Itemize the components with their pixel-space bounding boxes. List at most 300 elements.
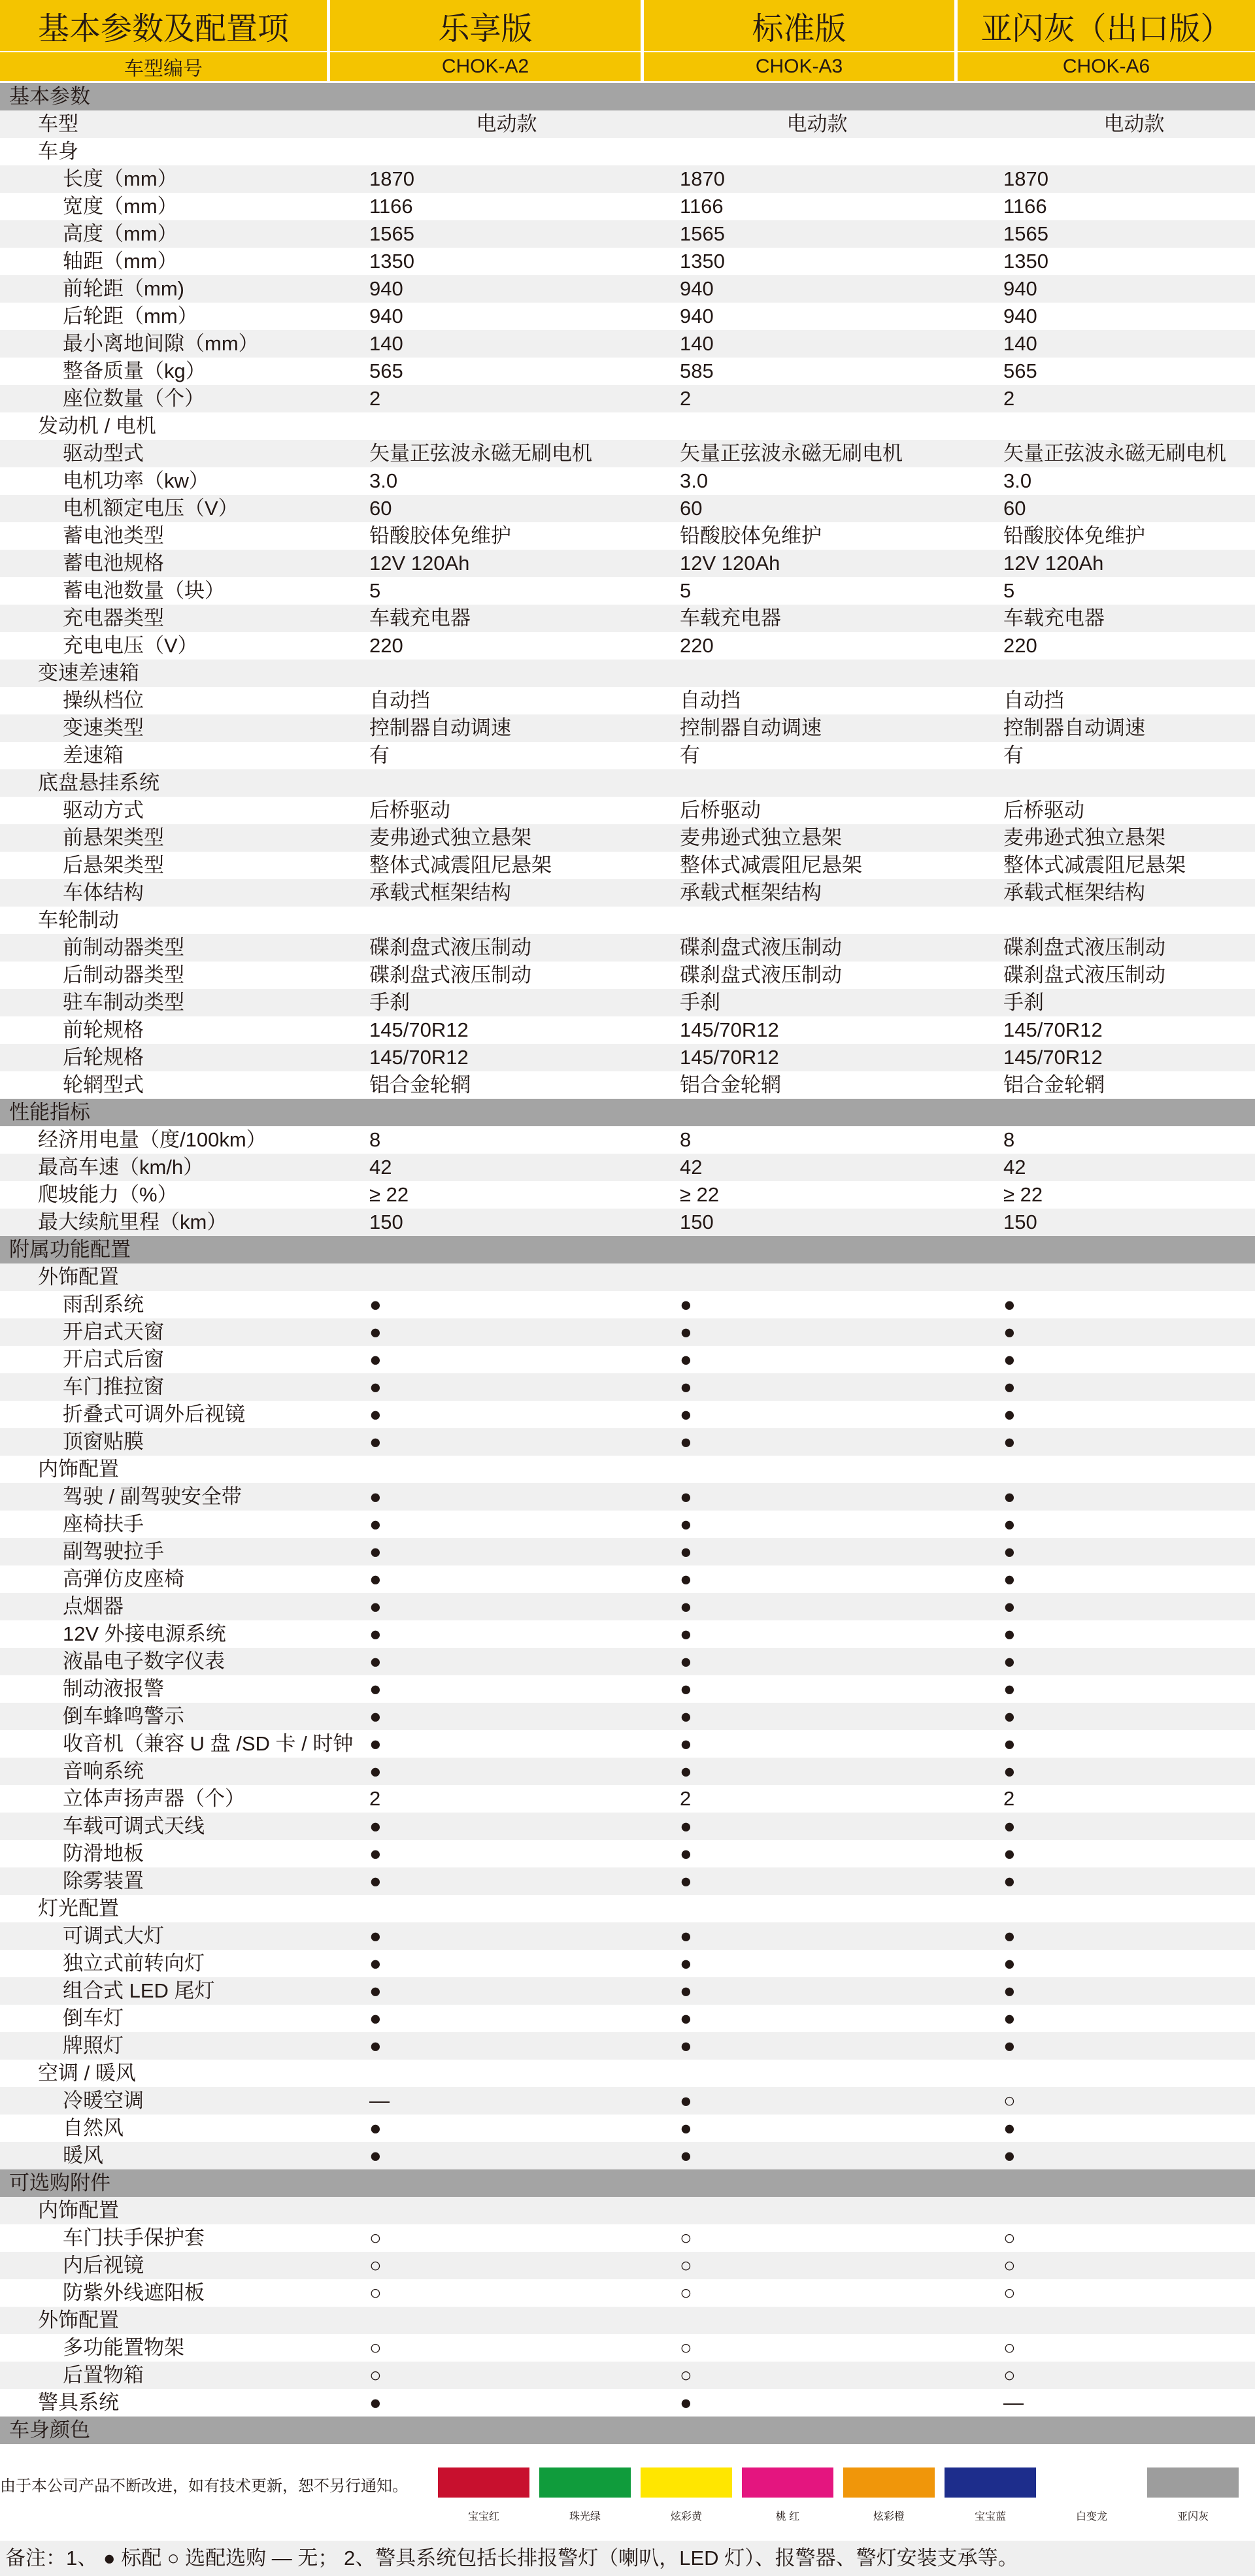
category-row xyxy=(0,110,1255,138)
model-code-row xyxy=(0,52,1255,81)
spec-label: 牌照灯 xyxy=(63,2034,124,2057)
spec-value-model-2: 控制器自动调速 xyxy=(680,716,822,739)
spec-label: 长度（mm） xyxy=(63,167,178,190)
category-row xyxy=(0,1154,1255,1181)
spec-value-model-2: 940 xyxy=(680,277,714,300)
spec-row xyxy=(0,1648,1255,1675)
spec-value-model-3: ● xyxy=(1003,1622,1016,1645)
color-swatch xyxy=(1147,2467,1239,2498)
spec-value-model-1: ○ xyxy=(369,2364,382,2386)
spec-row xyxy=(0,275,1255,303)
spec-label: 整备质量（kg） xyxy=(63,360,206,382)
spec-value-model-1: 矢量正弦波永磁无刷电机 xyxy=(369,442,592,465)
spec-value-model-2: ● xyxy=(680,2391,692,2414)
spec-label: 爬坡能力（%） xyxy=(38,1183,178,1206)
spec-label: 宽度（mm） xyxy=(63,195,178,218)
spec-row xyxy=(0,440,1255,467)
spec-label: 折叠式可调外后视镜 xyxy=(63,1403,245,1426)
spec-value-model-2: ● xyxy=(680,1403,692,1426)
spec-label: 雨刮系统 xyxy=(63,1293,144,1316)
spec-value-model-2: 150 xyxy=(680,1211,714,1233)
spec-value-model-1: ● xyxy=(369,1485,382,1508)
spec-row xyxy=(0,303,1255,330)
spec-value-model-1: ● xyxy=(369,1348,382,1371)
spec-label: 最大续航里程（km） xyxy=(38,1211,227,1233)
spec-value-model-1: 2 xyxy=(369,1787,381,1810)
spec-row xyxy=(0,632,1255,660)
spec-value-model-1: 12V 120Ah xyxy=(369,552,470,575)
spec-value-model-1: ● xyxy=(369,1760,382,1782)
spec-value-model-3: 12V 120Ah xyxy=(1003,552,1104,575)
spec-value-model-1: 145/70R12 xyxy=(369,1018,469,1041)
spec-label: 车型 xyxy=(38,112,78,135)
spec-label: 充电器类型 xyxy=(63,607,164,629)
spec-value-model-2: 5 xyxy=(680,579,692,602)
spec-value-model-2: ● xyxy=(680,1485,692,1508)
spec-value-model-1: 铝合金轮辋 xyxy=(369,1073,471,1096)
spec-row xyxy=(0,934,1255,962)
spec-row xyxy=(0,1565,1255,1593)
spec-value-model-3: ≥ 22 xyxy=(1003,1183,1043,1206)
category-row xyxy=(0,2389,1255,2417)
spec-value-model-1: ● xyxy=(369,1952,382,1975)
color-swatch-label: 宝宝红 xyxy=(467,2511,499,2522)
spec-value-model-3: ● xyxy=(1003,1924,1016,1947)
spec-value-model-3: ● xyxy=(1003,2116,1016,2139)
category-row xyxy=(0,769,1255,797)
spec-value-model-1: ● xyxy=(369,1650,382,1673)
model-code-2: CHOK-A3 xyxy=(755,56,843,77)
spec-label: 操纵档位 xyxy=(63,689,144,712)
spec-label: 12V 外接电源系统 xyxy=(63,1622,226,1645)
spec-label: 独立式前转向灯 xyxy=(63,1952,205,1975)
spec-value-model-1: ○ xyxy=(369,2336,382,2359)
spec-value-model-3: ● xyxy=(1003,1430,1016,1453)
spec-value-model-2: ● xyxy=(680,1293,692,1316)
spec-label: 驱动型式 xyxy=(63,442,144,465)
spec-value-model-1: 电动款 xyxy=(476,112,537,135)
spec-value-model-2: ● xyxy=(680,1815,692,1837)
model-code-1: CHOK-A2 xyxy=(441,56,529,77)
spec-value-model-2: 145/70R12 xyxy=(680,1018,779,1041)
spec-value-model-2: 矢量正弦波永磁无刷电机 xyxy=(680,442,903,465)
spec-label: 座椅扶手 xyxy=(63,1513,144,1535)
spec-value-model-1: 220 xyxy=(369,634,403,657)
spec-value-model-1: 手刹 xyxy=(369,991,410,1014)
color-swatch xyxy=(843,2467,935,2498)
color-swatch xyxy=(945,2467,1036,2498)
spec-label: 点烟器 xyxy=(63,1595,124,1618)
spec-row xyxy=(0,1511,1255,1538)
spec-value-model-3: 车载充电器 xyxy=(1003,607,1105,629)
spec-value-model-2: 145/70R12 xyxy=(680,1046,779,1069)
spec-value-model-3: 2 xyxy=(1003,1787,1015,1810)
spec-value-model-1: ○ xyxy=(369,2226,382,2249)
spec-value-model-2: ● xyxy=(680,1430,692,1453)
spec-label: 开启式天窗 xyxy=(63,1320,164,1343)
spec-label: 后轮距（mm） xyxy=(63,305,198,327)
spec-label: 最小离地间隙（mm） xyxy=(63,332,259,355)
color-swatch xyxy=(539,2467,631,2498)
spec-label: 顶窗贴膜 xyxy=(63,1430,144,1453)
color-swatch-label: 炫彩橙 xyxy=(873,2511,905,2522)
category-row xyxy=(0,1263,1255,1291)
model-name-1: 乐享版 xyxy=(438,11,533,46)
spec-value-model-3: ● xyxy=(1003,1320,1016,1343)
spec-value-model-2: ○ xyxy=(680,2336,692,2359)
spec-value-model-2: 整体式减震阻尼悬架 xyxy=(680,854,862,877)
spec-value-model-2: 铅酸胶体免维护 xyxy=(680,524,822,547)
spec-row xyxy=(0,1401,1255,1428)
spec-value-model-1: ≥ 22 xyxy=(369,1183,409,1206)
spec-value-model-3: 1350 xyxy=(1003,250,1048,273)
spec-value-model-1: 2 xyxy=(369,387,381,410)
spec-value-model-2: 2 xyxy=(680,387,692,410)
spec-value-model-1: ○ xyxy=(369,2254,382,2277)
spec-value-model-2: 自动挡 xyxy=(680,689,741,712)
spec-value-model-3: 140 xyxy=(1003,332,1037,355)
section-title: 附属功能配置 xyxy=(9,1238,131,1261)
spec-value-model-2: 后桥驱动 xyxy=(680,799,761,822)
spec-value-model-1: ● xyxy=(369,1403,382,1426)
spec-value-model-3: ● xyxy=(1003,1705,1016,1728)
spec-value-model-2: ○ xyxy=(680,2226,692,2249)
spec-value-model-3: ○ xyxy=(1003,2254,1016,2277)
spec-value-model-3: 1565 xyxy=(1003,222,1048,245)
spec-label: 后制动器类型 xyxy=(63,963,184,986)
spec-label: 轮辋型式 xyxy=(63,1073,144,1096)
spec-value-model-3: ● xyxy=(1003,1348,1016,1371)
spec-row xyxy=(0,1867,1255,1895)
spec-value-model-2: ● xyxy=(680,1320,692,1343)
spec-value-model-1: ● xyxy=(369,1567,382,1590)
spec-label: 内饰配置 xyxy=(38,1458,119,1480)
spec-label: 车身 xyxy=(38,140,78,163)
spec-value-model-1: 1870 xyxy=(369,167,414,190)
spec-label: 车体结构 xyxy=(63,881,144,904)
category-row xyxy=(0,1456,1255,1483)
spec-value-model-3: 铅酸胶体免维护 xyxy=(1003,524,1145,547)
spec-row xyxy=(0,742,1255,769)
spec-value-model-2: ● xyxy=(680,1677,692,1700)
spec-row xyxy=(0,1016,1255,1044)
spec-value-model-2: 140 xyxy=(680,332,714,355)
spec-row xyxy=(0,1950,1255,1977)
spec-value-model-3: 铝合金轮辋 xyxy=(1003,1073,1105,1096)
spec-value-model-1: ● xyxy=(369,1842,382,1865)
spec-row xyxy=(0,879,1255,907)
spec-value-model-3: 220 xyxy=(1003,634,1037,657)
category-row xyxy=(0,2197,1255,2224)
spec-value-model-3: ● xyxy=(1003,1952,1016,1975)
spec-row xyxy=(0,605,1255,632)
spec-label: 充电电压（V） xyxy=(63,634,198,657)
spec-row xyxy=(0,2334,1255,2362)
spec-value-model-3: ● xyxy=(1003,1540,1016,1563)
spec-row xyxy=(0,358,1255,385)
spec-label: 车轮制动 xyxy=(38,909,119,931)
spec-value-model-1: 1565 xyxy=(369,222,414,245)
spec-value-model-1: 140 xyxy=(369,332,403,355)
spec-value-model-3: 1166 xyxy=(1003,195,1047,218)
color-swatch-label: 亚闪灰 xyxy=(1177,2511,1209,2522)
spec-label: 发动机 / 电机 xyxy=(38,414,156,437)
spec-label: 可调式大灯 xyxy=(63,1924,164,1947)
spec-label: 后置物箱 xyxy=(63,2364,144,2386)
spec-row xyxy=(0,1044,1255,1071)
spec-value-model-3: 自动挡 xyxy=(1003,689,1064,712)
spec-value-model-1: ● xyxy=(369,1815,382,1837)
spec-value-model-3: ● xyxy=(1003,2034,1016,2057)
spec-value-model-1: ● xyxy=(369,1320,382,1343)
spec-row xyxy=(0,193,1255,220)
spec-value-model-3: 60 xyxy=(1003,497,1026,520)
spec-value-model-1: ● xyxy=(369,1979,382,2002)
spec-value-model-2: ● xyxy=(680,1375,692,1398)
spec-value-model-1: ● xyxy=(369,2116,382,2139)
category-row xyxy=(0,660,1255,687)
spec-value-model-3: ● xyxy=(1003,1760,1016,1782)
spec-value-model-3: 整体式减震阻尼悬架 xyxy=(1003,854,1186,877)
spec-value-model-1: ● xyxy=(369,1677,382,1700)
spec-value-model-1: ● xyxy=(369,2144,382,2167)
header-title: 基本参数及配置项 xyxy=(37,11,289,46)
spec-row xyxy=(0,1291,1255,1318)
spec-value-model-3: ● xyxy=(1003,2007,1016,2030)
color-swatch-label: 桃 红 xyxy=(775,2511,800,2522)
spec-value-model-1: 控制器自动调速 xyxy=(369,716,511,739)
spec-label: 冷暖空调 xyxy=(63,2089,144,2112)
spec-value-model-3: 940 xyxy=(1003,305,1037,327)
spec-label: 变速差速箱 xyxy=(38,661,139,684)
spec-value-model-3: 5 xyxy=(1003,579,1015,602)
spec-label: 外饰配置 xyxy=(38,2309,119,2332)
spec-value-model-3: ○ xyxy=(1003,2281,1016,2304)
category-row xyxy=(0,2060,1255,2087)
spec-value-model-3: 565 xyxy=(1003,360,1037,382)
color-swatch xyxy=(438,2467,529,2498)
spec-value-model-2: 8 xyxy=(680,1128,692,1151)
section-header-row xyxy=(0,2169,1255,2197)
spec-row xyxy=(0,1593,1255,1620)
spec-row xyxy=(0,2087,1255,2115)
spec-value-model-2: ● xyxy=(680,1869,692,1892)
spec-value-model-1: ● xyxy=(369,1430,382,1453)
spec-value-model-3: ● xyxy=(1003,1485,1016,1508)
spec-value-model-3: ○ xyxy=(1003,2336,1016,2359)
spec-value-model-2: ● xyxy=(680,2144,692,2167)
spec-value-model-2: ● xyxy=(680,1979,692,2002)
spec-row xyxy=(0,1428,1255,1456)
spec-row xyxy=(0,1703,1255,1730)
spec-value-model-3: ● xyxy=(1003,1513,1016,1535)
section-header-row xyxy=(0,2417,1255,2444)
spec-value-model-2: 12V 120Ah xyxy=(680,552,780,575)
spec-value-model-3: ● xyxy=(1003,1979,1016,2002)
spec-row xyxy=(0,1373,1255,1401)
spec-value-model-1: 940 xyxy=(369,305,403,327)
spec-row xyxy=(0,577,1255,605)
spec-value-model-2: 220 xyxy=(680,634,714,657)
spec-row xyxy=(0,1730,1255,1758)
spec-row xyxy=(0,989,1255,1016)
spec-row xyxy=(0,2252,1255,2279)
spec-row xyxy=(0,1071,1255,1099)
category-row xyxy=(0,2307,1255,2334)
section-title: 可选购附件 xyxy=(9,2171,110,2194)
spec-label: 自然风 xyxy=(63,2116,124,2139)
spec-row xyxy=(0,1840,1255,1867)
spec-value-model-2: ● xyxy=(680,1952,692,1975)
spec-value-model-1: ● xyxy=(369,1293,382,1316)
spec-value-model-2: ● xyxy=(680,1513,692,1535)
spec-value-model-3: ● xyxy=(1003,1869,1016,1892)
spec-value-model-2: 60 xyxy=(680,497,703,520)
spec-row xyxy=(0,467,1255,495)
spec-label: 空调 / 暖风 xyxy=(38,2062,136,2084)
spec-label: 防紫外线遮阳板 xyxy=(63,2281,205,2304)
spec-value-model-1: 1350 xyxy=(369,250,414,273)
spec-label: 轴距（mm） xyxy=(63,250,178,273)
spec-label: 后悬架类型 xyxy=(63,854,164,877)
spec-value-model-1: ● xyxy=(369,1622,382,1645)
header-row xyxy=(0,0,1255,51)
spec-value-model-3: 电动款 xyxy=(1103,112,1165,135)
spec-value-model-3: 承载式框架结构 xyxy=(1003,881,1145,904)
spec-value-model-1: ● xyxy=(369,2391,382,2414)
spec-value-model-1: 3.0 xyxy=(369,469,398,492)
spec-label: 除雾装置 xyxy=(63,1869,144,1892)
spec-row xyxy=(0,962,1255,989)
spec-value-model-2: 2 xyxy=(680,1787,692,1810)
spec-row xyxy=(0,714,1255,742)
spec-value-model-2: ● xyxy=(680,1622,692,1645)
spec-value-model-1: 1166 xyxy=(369,195,413,218)
spec-value-model-1: 整体式减震阻尼悬架 xyxy=(369,854,552,877)
spec-value-model-3: 42 xyxy=(1003,1156,1026,1179)
spec-value-model-2: 1870 xyxy=(680,167,725,190)
spec-row xyxy=(0,1318,1255,1346)
spec-value-model-1: ● xyxy=(369,1732,382,1755)
spec-label: 收音机（兼容 U 盘 /SD 卡 / 时钟 xyxy=(63,1732,354,1755)
spec-label: 车门扶手保护套 xyxy=(63,2226,205,2249)
spec-value-model-3: 150 xyxy=(1003,1211,1037,1233)
spec-value-model-2: ● xyxy=(680,2116,692,2139)
spec-value-model-1: 后桥驱动 xyxy=(369,799,450,822)
spec-row xyxy=(0,797,1255,824)
spec-value-model-1: 碟刹盘式液压制动 xyxy=(369,963,531,986)
spec-row xyxy=(0,2224,1255,2252)
model-name-3: 亚闪灰（出口版） xyxy=(980,11,1232,46)
spec-row xyxy=(0,852,1255,879)
spec-label: 外饰配置 xyxy=(38,1265,119,1288)
spec-row xyxy=(0,1977,1255,2005)
category-row xyxy=(0,907,1255,934)
spec-value-model-1: ● xyxy=(369,1375,382,1398)
update-notice: 由于本公司产品不断改进，如有技术更新，恕不另行通知。 xyxy=(0,2477,408,2495)
spec-label: 暖风 xyxy=(63,2144,103,2167)
spec-value-model-2: ● xyxy=(680,1842,692,1865)
spec-label: 蓄电池类型 xyxy=(63,524,164,547)
spec-label: 蓄电池数量（块） xyxy=(63,579,225,602)
spec-row xyxy=(0,824,1255,852)
spec-row xyxy=(0,522,1255,550)
spec-label: 驾驶 / 副驾驶安全带 xyxy=(63,1485,242,1508)
spec-label: 驻车制动类型 xyxy=(63,991,184,1014)
section-title: 车身颜色 xyxy=(9,2418,90,2441)
spec-value-model-3: ● xyxy=(1003,2144,1016,2167)
spec-value-model-2: 940 xyxy=(680,305,714,327)
spec-label: 底盘悬挂系统 xyxy=(38,771,159,794)
color-swatch xyxy=(742,2467,833,2498)
category-row xyxy=(0,1126,1255,1154)
spec-value-model-2: 麦弗逊式独立悬架 xyxy=(680,826,842,849)
model-code-3: CHOK-A6 xyxy=(1062,56,1150,77)
spec-value-model-1: 麦弗逊式独立悬架 xyxy=(369,826,531,849)
spec-row xyxy=(0,1922,1255,1950)
section-header-row xyxy=(0,1236,1255,1263)
legend-note: 备注：1、 ● 标配 ○ 选配选购 — 无； 2、警具系统包括长排报警灯（喇叭，LED 灯）、报警器、警灯安装支承等。 xyxy=(0,2541,1255,2576)
spec-value-model-1: 60 xyxy=(369,497,392,520)
spec-row xyxy=(0,2279,1255,2307)
spec-value-model-3: 麦弗逊式独立悬架 xyxy=(1003,826,1165,849)
spec-label: 经济用电量（度/100km） xyxy=(38,1128,267,1151)
section-header-row xyxy=(0,83,1255,110)
category-row xyxy=(0,1181,1255,1209)
spec-row xyxy=(0,2142,1255,2169)
spec-value-model-2: ○ xyxy=(680,2281,692,2304)
spec-label: 变速类型 xyxy=(63,716,144,739)
spec-row xyxy=(0,1758,1255,1785)
category-row xyxy=(0,138,1255,165)
spec-row xyxy=(0,495,1255,522)
spec-row xyxy=(0,1346,1255,1373)
spec-label: 倒车灯 xyxy=(63,2007,124,2030)
spec-value-model-3: 矢量正弦波永磁无刷电机 xyxy=(1003,442,1226,465)
spec-value-model-1: ● xyxy=(369,1513,382,1535)
spec-row xyxy=(0,1538,1255,1565)
color-swatch-label: 珠光绿 xyxy=(569,2511,601,2522)
spec-row xyxy=(0,1675,1255,1703)
spec-value-model-1: 车载充电器 xyxy=(369,607,471,629)
spec-value-model-2: 铝合金轮辋 xyxy=(680,1073,781,1096)
spec-value-model-2: ≥ 22 xyxy=(680,1183,720,1206)
spec-label: 倒车蜂鸣警示 xyxy=(63,1705,184,1728)
spec-label: 音响系统 xyxy=(63,1760,144,1782)
spec-value-model-2: 1350 xyxy=(680,250,725,273)
spec-value-model-3: ● xyxy=(1003,1375,1016,1398)
spec-value-model-2: ○ xyxy=(680,2254,692,2277)
spec-label: 内饰配置 xyxy=(38,2199,119,2222)
spec-label: 前轮距（mm) xyxy=(63,277,184,300)
spec-label: 前制动器类型 xyxy=(63,936,184,959)
spec-value-model-3: 控制器自动调速 xyxy=(1003,716,1145,739)
spec-label: 车门推拉窗 xyxy=(63,1375,164,1398)
spec-label: 开启式后窗 xyxy=(63,1348,164,1371)
spec-value-model-2: ● xyxy=(680,1705,692,1728)
spec-row xyxy=(0,1483,1255,1511)
model-code-label: 车型编号 xyxy=(124,58,203,80)
spec-label: 警具系统 xyxy=(38,2391,119,2414)
spec-value-model-1: 自动挡 xyxy=(369,689,430,712)
spec-value-model-1: 碟刹盘式液压制动 xyxy=(369,936,531,959)
spec-value-model-2: ● xyxy=(680,1567,692,1590)
spec-row xyxy=(0,248,1255,275)
spec-value-model-2: 电动款 xyxy=(786,112,848,135)
spec-value-model-2: ● xyxy=(680,1650,692,1673)
spec-value-model-2: 1166 xyxy=(680,195,724,218)
spec-value-model-3: 碟刹盘式液压制动 xyxy=(1003,936,1165,959)
